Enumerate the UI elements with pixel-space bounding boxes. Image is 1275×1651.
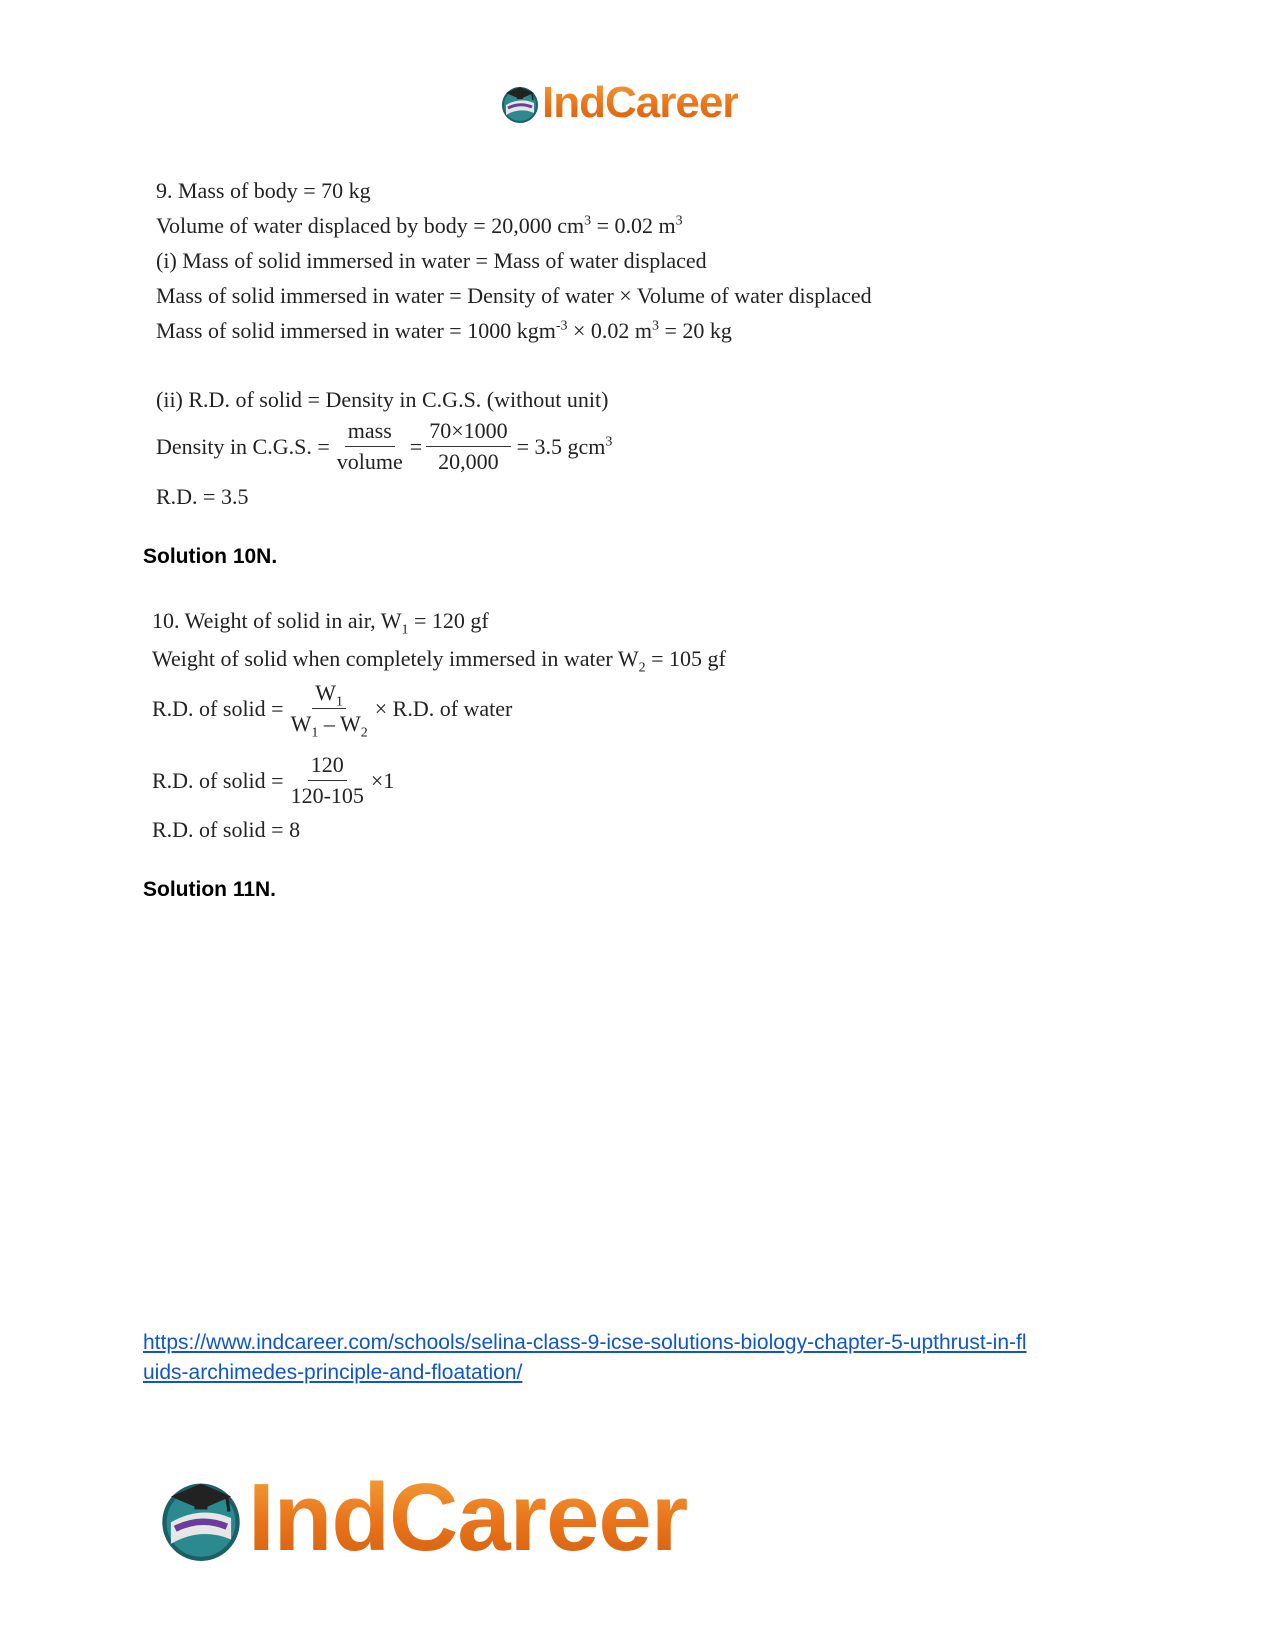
logo-text: IndCareer (248, 1464, 688, 1571)
heading-solution-11: Solution 11N. (143, 878, 277, 901)
footer-url-line-1: https://www.indcareer.com/schools/selina-class-9-icse-solutions-biology-chapter-5-upthrust-in-fl (143, 1331, 1027, 1354)
heading-solution-10: Solution 10N. (143, 545, 278, 568)
s10-rd-final: R.D. of solid = 8 (152, 817, 301, 842)
graduation-cap-book-icon (500, 83, 540, 123)
indcareer-logo-top (500, 78, 738, 128)
s9-line-part-ii: (ii) R.D. of solid = Density in C.G.S. (without unit) (156, 387, 609, 412)
s10-rd-substitution: R.D. of solid = $\frac{120}{120-105}$ ×1 (152, 752, 395, 808)
footer-url-link[interactable] (143, 1328, 1027, 1388)
graduation-cap-book-icon (158, 1475, 244, 1561)
s9-line-density-volume: Mass of solid immersed in water = Density of water × Volume of water displaced (156, 283, 872, 308)
s9-line-mass-result: Mass of solid immersed in water = 1000 kgm$^{-3}$ × 0.02 $m^3 = 20$ kg (156, 318, 732, 343)
footer-url-line-2: uids-archimedes-principle-and-floatation/ (143, 1361, 523, 1384)
s9-line-mass: 9. Mass of body = 70 kg (156, 178, 371, 203)
fraction-w1-over-diff: $\frac{W_1}{W_1 - W_2}$ (290, 680, 368, 741)
s10-line-weight-water: Weight of solid when completely immersed in water $W_2 = 105$ gf (152, 646, 726, 676)
s10-line-weight-air: 10. Weight of solid in air, $W_1 = 120$ gf (152, 608, 489, 638)
fraction-numeric: $\frac{120}{120-105}$ (290, 752, 364, 808)
fraction-values: $\frac{70\times 1000}{20,000}$ (426, 418, 510, 475)
s10-rd-formula: R.D. of solid = $\frac{W_1}{W_1 - W_2}$ × R.D. of water (152, 680, 513, 741)
s9-line-volume: Volume of water displaced by body = 20,000 $cm^3 = 0.02$ $m^3$ (156, 213, 683, 238)
indcareer-logo-bottom (158, 1464, 688, 1571)
logo-text: IndCareer (542, 78, 739, 127)
fraction-mass-volume: $\frac{\text{mass}}{\text{volume}}$ (336, 418, 403, 474)
s9-line-part-i: (i) Mass of solid immersed in water = Mass of water displaced (156, 248, 707, 273)
s9-density-equation: Density in C.G.S. = $\frac{\text{mass}}{\text{volume}}$ = $\frac{70\times 1000}{20,000}$ = 3.5 gcm$^3$ (156, 418, 613, 474)
s9-rd-result: R.D. = 3.5 (156, 484, 249, 509)
